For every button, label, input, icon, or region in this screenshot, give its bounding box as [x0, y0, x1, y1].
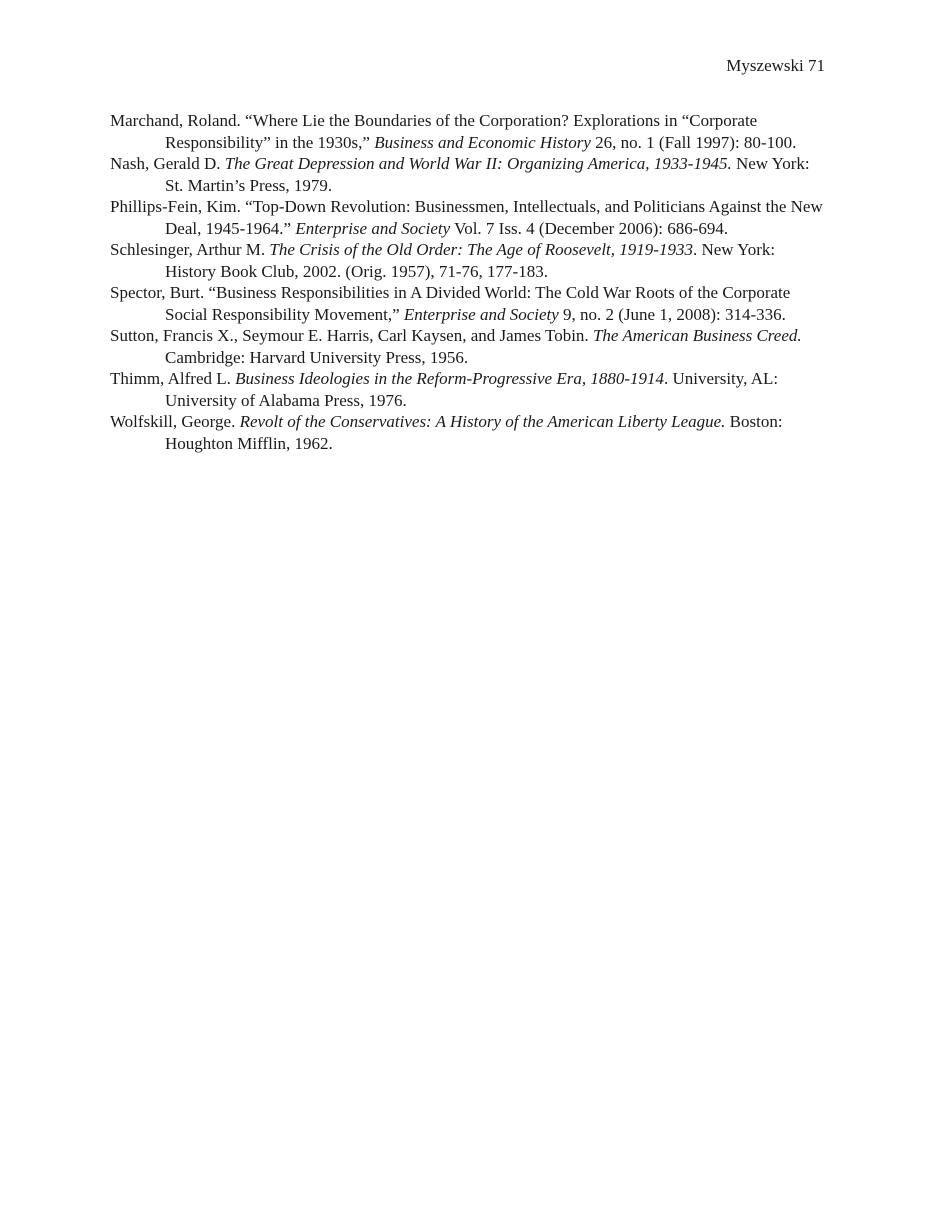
entry-title: Business and Economic History: [374, 132, 591, 152]
entry-text: . New York: History Book Club, 2002. (Orig. 1957), 71-76, 177-183.: [165, 240, 776, 281]
bibliography-entry: [110, 153, 826, 196]
entry-title: The American Business Creed.: [592, 326, 802, 345]
entry-text: Cambridge: Harvard University Press, 1956.: [165, 347, 469, 367]
bibliography-entry: [110, 110, 826, 153]
entry-title: Revolt of the Conservatives: A History of the American Liberty League.: [239, 412, 726, 431]
entry-text: Wolfskill, George.: [110, 412, 240, 431]
entry-text: Schlesinger, Arthur M.: [110, 240, 270, 259]
entry-title: The Great Depression and World War II: Organizing America, 1933-1945.: [224, 154, 732, 173]
bibliography-entry: [110, 325, 826, 368]
entry-text: Nash, Gerald D.: [110, 154, 225, 173]
bibliography-entry: [110, 239, 826, 282]
entry-text: 26, no. 1 (Fall 1997): 80-100.: [590, 132, 797, 152]
entry-text: Spector, Burt. “Business Responsibilities in A Divided World: The Cold War Roots of the Corporate Social Responsibility Movement,”: [110, 283, 791, 324]
entry-text: . University, AL: University of Alabama Press, 1976.: [165, 369, 779, 410]
bibliography-entry: [110, 411, 826, 454]
entry-text: 9, no. 2 (June 1, 2008): 314-336.: [558, 304, 786, 324]
bibliography-entry: [110, 368, 826, 411]
bibliography-entry: [110, 196, 826, 239]
entry-text: Phillips-Fein, Kim. “Top-Down Revolution: Businessmen, Intellectuals, and Politicians Against the New Deal, 1945-1964.”: [110, 197, 823, 238]
bibliography-entry: [110, 282, 826, 325]
entry-title: The Crisis of the Old Order: The Age of Roosevelt, 1919-1933: [269, 240, 693, 259]
entry-text: Thimm, Alfred L.: [110, 369, 236, 388]
entry-title: Enterprise and Society: [403, 304, 559, 324]
entry-text: Boston: Houghton Mifflin, 1962.: [165, 412, 783, 453]
entry-text: New York: St. Martin’s Press, 1979.: [165, 154, 810, 195]
entry-title: Enterprise and Society: [295, 218, 451, 238]
entry-title: Business Ideologies in the Reform-Progressive Era, 1880-1914: [235, 369, 664, 388]
entry-text: Sutton, Francis X., Seymour E. Harris, Carl Kaysen, and James Tobin.: [110, 326, 593, 345]
page-number-header: Myszewski 71: [726, 56, 825, 75]
entry-text: Marchand, Roland. “Where Lie the Boundaries of the Corporation? Explorations in “Corporate Responsibility” in the 1930s,”: [110, 111, 758, 152]
bibliography-list: [110, 110, 826, 454]
entry-text: Vol. 7 Iss. 4 (December 2006): 686-694.: [450, 218, 729, 238]
